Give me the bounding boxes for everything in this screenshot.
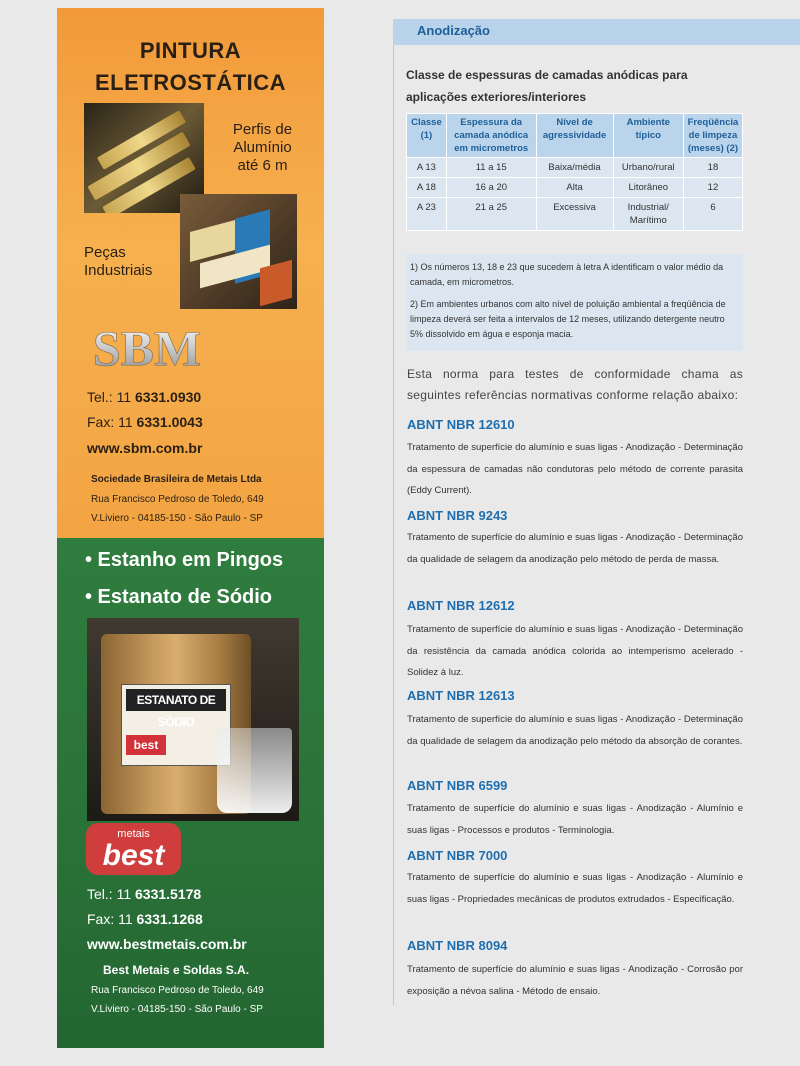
- best-tel: Tel.: 11 6331.5178: [87, 886, 202, 902]
- pecas-line: Peças: [84, 244, 126, 261]
- table-row: [407, 178, 743, 198]
- bullet-estanho: • Estanho em Pingos: [85, 549, 284, 571]
- sbm-address-line2: V.Liviero - 04185-150 - São Paulo - SP: [91, 513, 263, 524]
- column-divider: [393, 45, 394, 1005]
- section-header: [393, 19, 800, 45]
- best-metais-logo: [86, 823, 181, 875]
- sbm-advertisement: [57, 8, 324, 538]
- table-cell: 16 a 20: [446, 178, 536, 198]
- sbm-logo: [85, 321, 210, 371]
- table-cell: 11 a 15: [446, 158, 536, 178]
- best-fax: Fax: 11 6331.1268: [87, 911, 203, 927]
- norm-description: Tratamento de superfície do alumínio e suas ligas - Anodização - Determinação da espessura de camadas não condutoras pelo método de corrente parasita (Eddy Current).: [407, 442, 743, 496]
- perfis-line: até 6 m: [237, 157, 288, 174]
- perfis-line: Perfis de: [232, 121, 293, 138]
- norm-code: ABNT NBR 12610: [407, 417, 515, 432]
- best-company: Best Metais e Soldas S.A.: [103, 963, 250, 977]
- pecas-line: Industriais: [84, 262, 153, 279]
- table-cell: Urbano/rural: [613, 158, 683, 178]
- norm-code: ABNT NBR 12612: [407, 598, 515, 613]
- perfis-line: Alumínio: [233, 139, 292, 156]
- best-advertisement: [57, 538, 324, 1048]
- table-notes: [406, 254, 743, 351]
- perfis-text: [205, 121, 320, 175]
- table-cell: Baixa/média: [536, 158, 613, 178]
- table-note-1: 1) Os números 13, 18 e 23 que sucedem à letra A identificam o valor médio da camada, em micrometros.: [410, 262, 724, 287]
- norm-description: Tratamento de superfície do alumínio e suas ligas - Anodização - Determinação da qualidade de selagem da anodização pelo método da absorção de corantes.: [407, 714, 743, 747]
- product-drum-photo: [87, 618, 299, 821]
- table-cell: A 13: [407, 158, 447, 178]
- table-note-2: 2) Em ambientes urbanos com alto nível de poluição ambiental a freqüência de limpeza deverá ser feita a intervalos de 12 meses, utilizando detergente neutro 5% dissolvido em água e esponja macia.: [410, 299, 726, 339]
- sbm-address-line1: Rua Francisco Pedroso de Toledo, 649: [91, 494, 264, 505]
- pecas-text: [84, 244, 152, 280]
- table-cell: 6: [683, 198, 742, 231]
- table-cell: 18: [683, 158, 742, 178]
- table-cell: Excessiva: [536, 198, 613, 231]
- table-cell: A 18: [407, 178, 447, 198]
- norm-code: ABNT NBR 7000: [407, 848, 508, 863]
- table-header: Ambiente típico: [613, 114, 683, 158]
- table-row: [407, 198, 743, 231]
- norm-description: Tratamento de superfície do alumínio e suas ligas - Anodização - Alumínio e suas ligas - Propriedades mecânicas de produtos extrudados - Especificação.: [407, 872, 743, 905]
- intro-paragraph: Esta norma para testes de conformidade chama as seguintes referências normativas conforme relação abaixo:: [407, 367, 743, 402]
- best-address-line1: Rua Francisco Pedroso de Toledo, 649: [91, 985, 264, 996]
- thickness-table: [406, 113, 743, 231]
- norm-code: ABNT NBR 12613: [407, 688, 515, 703]
- norm-description: Tratamento de superfície do alumínio e suas ligas - Anodização - Corrosão por exposição a névoa salina - Método de ensaio.: [407, 964, 743, 997]
- drum-label-logo: best: [126, 735, 166, 755]
- norm-description: Tratamento de superfície do alumínio e suas ligas - Anodização - Determinação da resistência da camada anódica colorida ao intemperismo acelerado - Solidez à luz.: [407, 624, 743, 678]
- table-cell: 21 a 25: [446, 198, 536, 231]
- sbm-tel: Tel.: 11 6331.0930: [87, 389, 202, 405]
- industrial-parts-photo: [180, 194, 297, 309]
- norm-code: ABNT NBR 6599: [407, 778, 508, 793]
- table-cell: Litorâneo: [613, 178, 683, 198]
- ad-title-line1: PINTURA: [139, 38, 242, 63]
- svg-text:SBM: SBM: [92, 321, 202, 371]
- table-cell: Alta: [536, 178, 613, 198]
- logo-metais-text: metais: [117, 828, 150, 840]
- table-header: Freqüência de limpeza (meses) (2): [683, 114, 742, 158]
- table-cell: Industrial/ Marítimo: [613, 198, 683, 231]
- sbm-company: Sociedade Brasileira de Metais Ltda: [91, 474, 262, 485]
- norm-description: Tratamento de superfície do alumínio e suas ligas - Anodização - Alumínio e suas ligas - Processos e produtos - Terminologia.: [407, 803, 743, 836]
- drum-label: [121, 684, 231, 766]
- table-header: Espessura da camada anódica em micrometros: [446, 114, 536, 158]
- norm-code: ABNT NBR 8094: [407, 938, 508, 953]
- norm-description: Tratamento de superfície do alumínio e suas ligas - Anodização - Determinação da qualidade de selagem da anodização pelo método de perda de massa.: [407, 532, 743, 565]
- table-row: [407, 158, 743, 178]
- sbm-fax: Fax: 11 6331.0043: [87, 414, 203, 430]
- table-header-row: [407, 114, 743, 158]
- best-address-line2: V.Liviero - 04185-150 - São Paulo - SP: [91, 1004, 263, 1015]
- logo-best-text: best: [102, 839, 165, 872]
- norm-code: ABNT NBR 9243: [407, 508, 508, 523]
- table-cell: 12: [683, 178, 742, 198]
- best-website: www.bestmetais.com.br: [87, 936, 247, 952]
- drum-label-title: ESTANATO DE SÓDIO: [126, 689, 226, 711]
- sbm-website: www.sbm.com.br: [87, 440, 203, 456]
- ad-title-line2: ELETROSTÁTICA: [94, 70, 287, 95]
- bullet-estanato: • Estanato de Sódio: [85, 586, 273, 608]
- table-header: Nível de agressividade: [536, 114, 613, 158]
- table-cell: A 23: [407, 198, 447, 231]
- table-header: Classe (1): [407, 114, 447, 158]
- beaker-with-powder: [217, 728, 292, 813]
- section-title: Anodização: [417, 23, 490, 38]
- table-title: Classe de espessuras de camadas anódicas para aplicações exteriores/interiores: [406, 68, 688, 104]
